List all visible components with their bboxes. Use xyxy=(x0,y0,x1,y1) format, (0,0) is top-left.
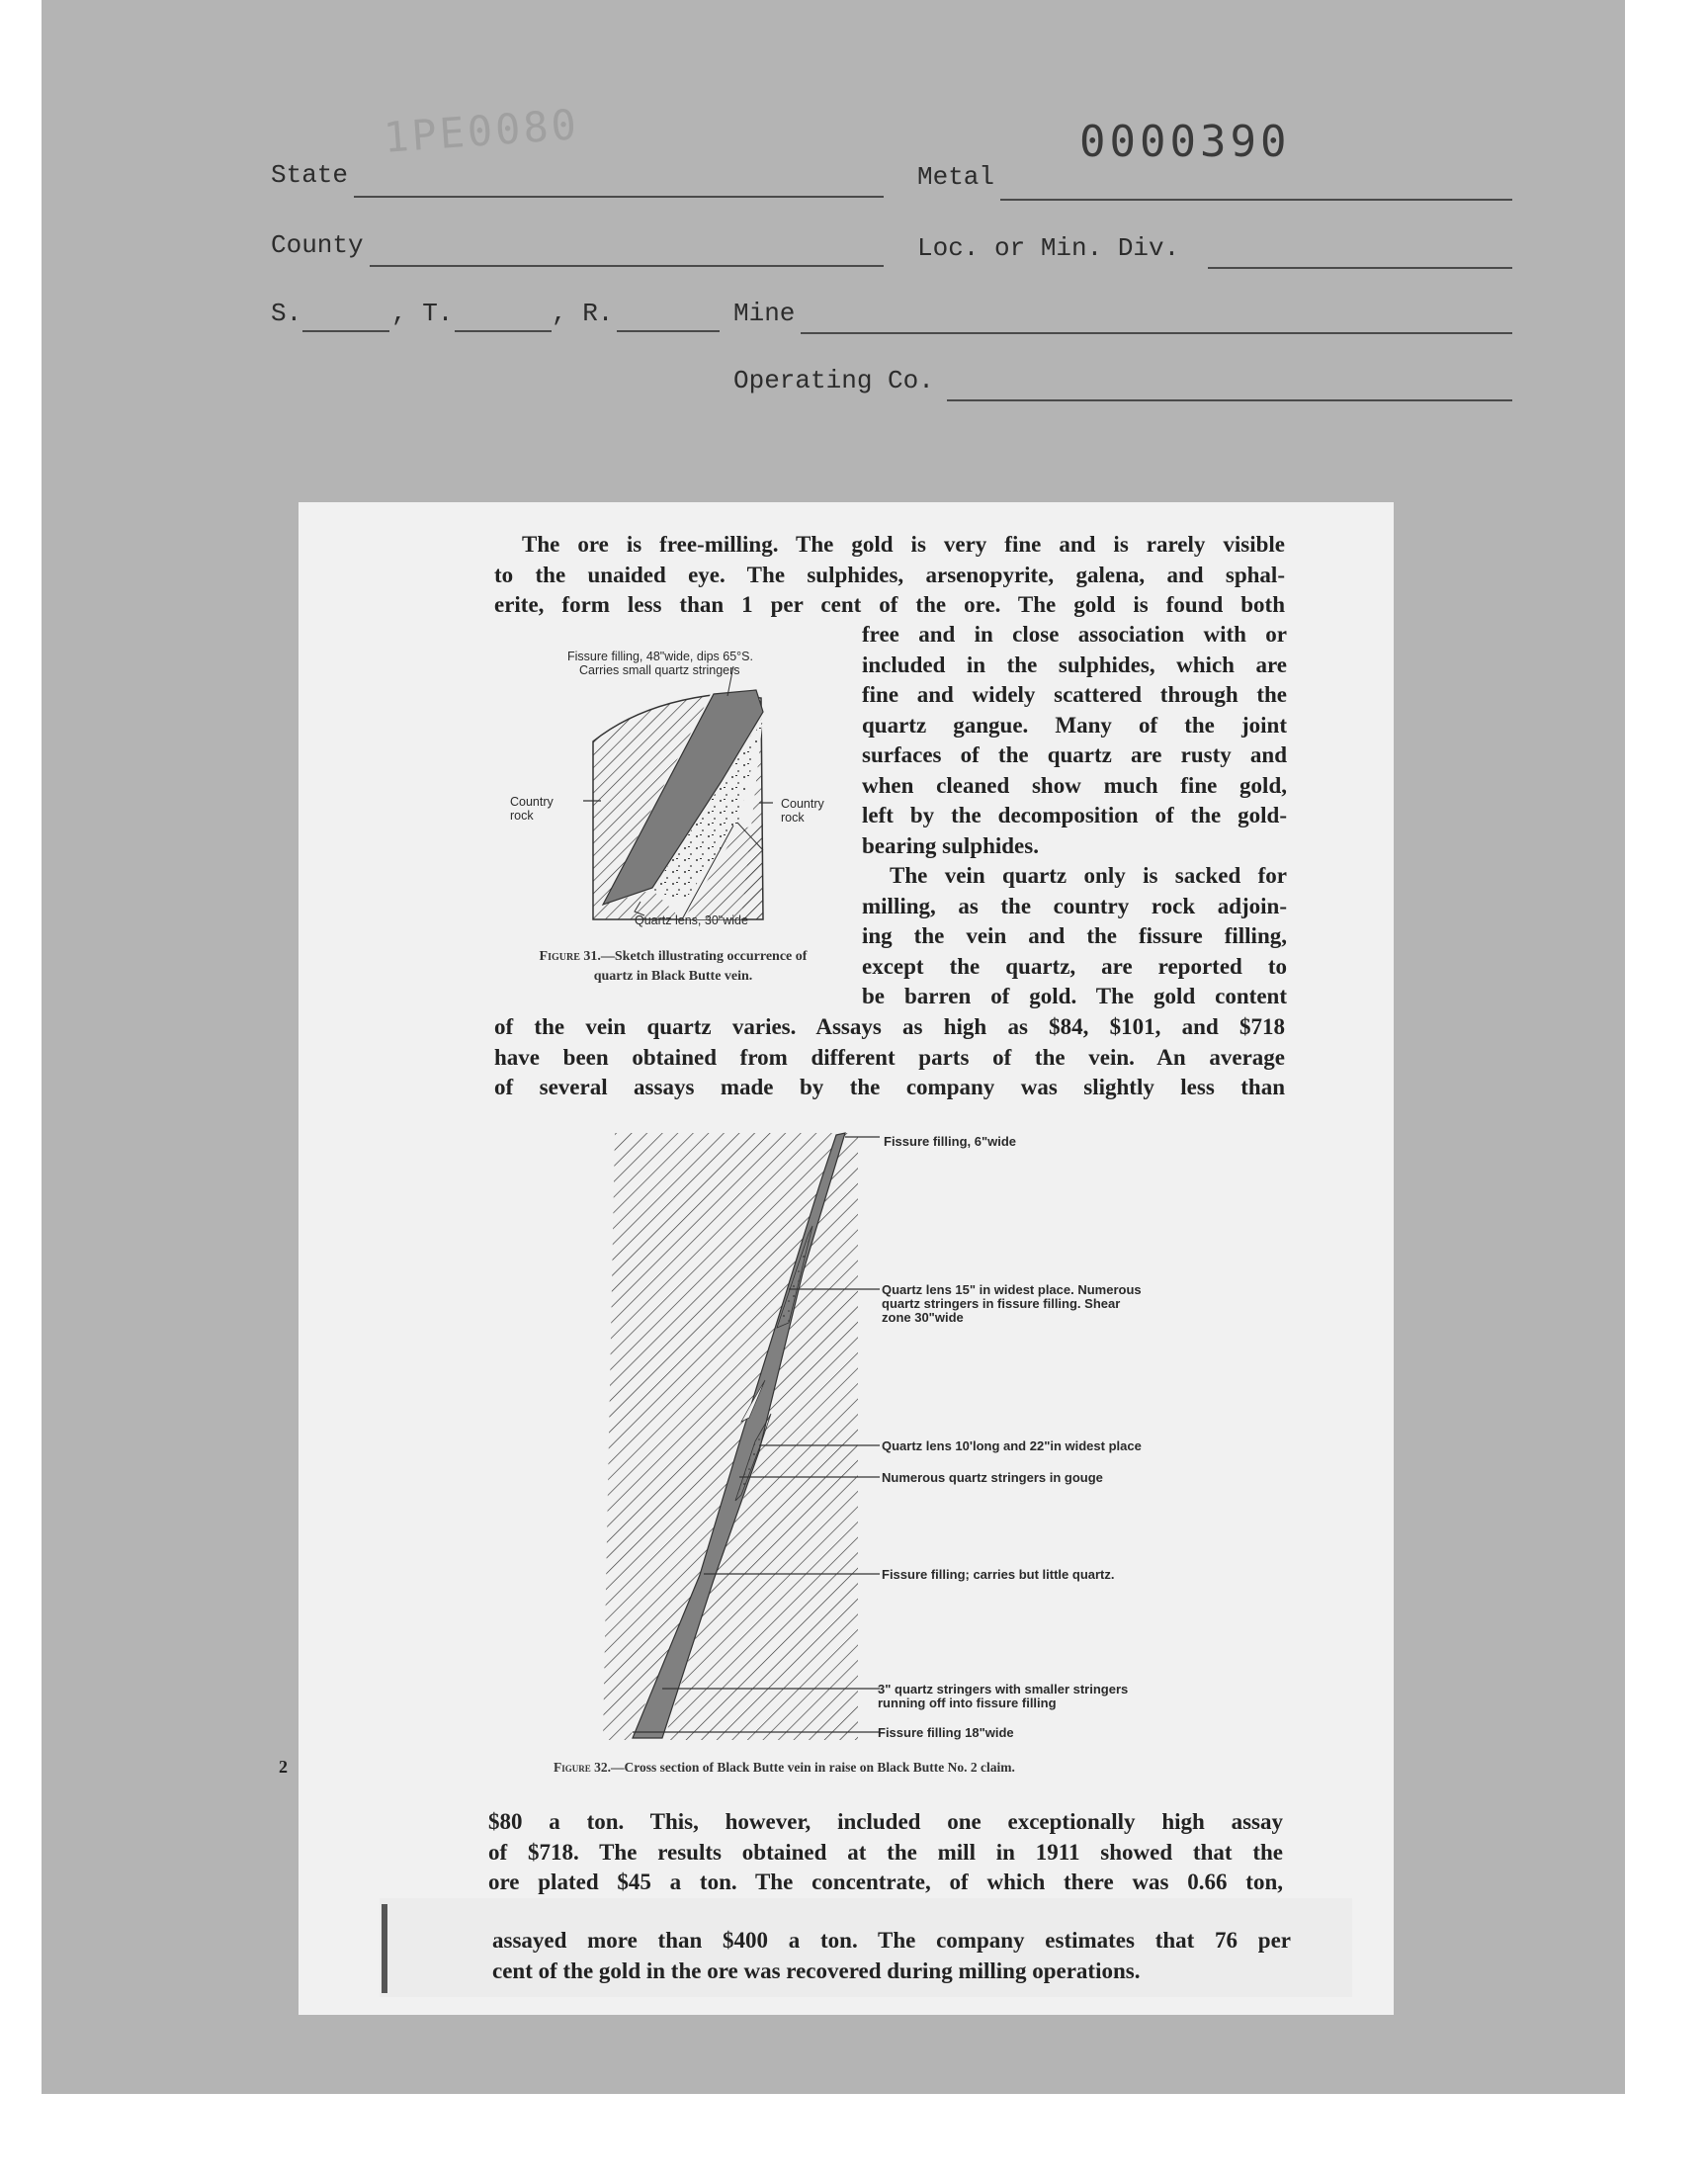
fig31-left-label: Country rock xyxy=(510,795,554,823)
text-line: milling, as the country rock adjoin- xyxy=(862,893,1287,918)
section-label: S. xyxy=(271,299,302,328)
margin-mark: 2 xyxy=(279,1757,288,1777)
mine-field[interactable] xyxy=(801,332,1512,334)
figure-31-sketch xyxy=(504,643,850,939)
paragraph-top xyxy=(494,530,1285,621)
township-label: , T. xyxy=(391,299,454,328)
document-number: 0000390 xyxy=(1079,117,1291,167)
paragraph-continued xyxy=(494,1012,1285,1103)
fig31-caption-prefix: Figure 31. xyxy=(539,949,601,964)
text-line: cent of the gold in the ore was recovered during milling operations. xyxy=(492,1958,1141,1983)
mine-label: Mine xyxy=(733,299,796,328)
text-line: bearing sulphides. xyxy=(862,832,1039,858)
paragraph-right xyxy=(862,620,1287,1012)
operating-co-field[interactable] xyxy=(947,399,1512,401)
text-line: to the unaided eye. The sulphides, arsenopyrite, galena, and sphal- xyxy=(494,562,1285,587)
county-label: County xyxy=(271,230,364,260)
text-line: $80 a ton. This, however, included one exceptionally high assay xyxy=(488,1809,1283,1834)
fig31-right-label: Country rock xyxy=(781,797,824,825)
range-field[interactable] xyxy=(617,330,720,332)
fig32-label: Numerous quartz stringers in gouge xyxy=(882,1470,1103,1485)
fig31-top-label: Fissure filling, 48"wide, dips 65°S. xyxy=(567,650,753,663)
text-line: included in the sulphides, which are xyxy=(862,652,1287,677)
metal-label: Metal xyxy=(917,162,995,192)
figure-32-cross-section xyxy=(593,1125,899,1748)
margin-bar xyxy=(382,1904,387,1993)
paragraph-after-figure xyxy=(488,1807,1283,1898)
fig32-label: quartz stringers in fissure filling. Shear xyxy=(882,1296,1121,1311)
text-line: assayed more than $400 a ton. The company estimates that 76 per xyxy=(492,1928,1291,1953)
county-field[interactable] xyxy=(370,265,884,267)
metal-field[interactable] xyxy=(1000,199,1512,201)
fig32-label: Fissure filling 18"wide xyxy=(878,1725,1014,1740)
fig31-top-label: Carries small quartz stringers xyxy=(579,663,740,677)
text-line: fine and widely scattered through the xyxy=(862,682,1287,707)
text-line: have been obtained from different parts of the vein. An average xyxy=(494,1044,1285,1070)
text-line: erite, form less than 1 per cent of the ore. The gold is found both xyxy=(494,592,1285,617)
fig32-label: Quartz lens 15" in widest place. Numerous xyxy=(882,1282,1142,1297)
text-line: The ore is free-milling. The gold is very fine and is rarely visible xyxy=(522,532,1285,557)
text-line: of the vein quartz varies. Assays as high as $84, $101, and $718 xyxy=(494,1014,1285,1039)
text-line: left by the decomposition of the gold- xyxy=(862,803,1287,827)
operating-co-label: Operating Co. xyxy=(733,366,934,395)
fig31-caption xyxy=(490,947,856,987)
loc-field[interactable] xyxy=(1208,267,1512,269)
fig31-bottom-label: Quartz lens, 30"wide xyxy=(635,914,748,927)
text-line: of several assays made by the company was slightly less than xyxy=(494,1075,1285,1099)
range-label: , R. xyxy=(552,299,614,328)
text-line: be barren of gold. The gold content xyxy=(862,984,1287,1008)
text-line: except the quartz, are reported to xyxy=(862,953,1287,979)
fig32-label: 3" quartz stringers with smaller stringers xyxy=(878,1682,1129,1696)
fig31-caption-text: quartz in Black Butte vein. xyxy=(593,969,753,984)
fig32-label: Fissure filling; carries but little quartz. xyxy=(882,1567,1115,1582)
fig32-caption-text: —Cross section of Black Butte vein in raise on Black Butte No. 2 claim. xyxy=(611,1760,1015,1775)
faded-stamp: 1PE0080 xyxy=(382,100,581,162)
fig32-label: running off into fissure filling xyxy=(878,1696,1057,1710)
fig32-caption xyxy=(554,1760,1206,1776)
text-line: when cleaned show much fine gold, xyxy=(862,772,1287,798)
text-line: The vein quartz only is sacked for xyxy=(890,863,1287,888)
township-field[interactable] xyxy=(455,330,552,332)
state-label: State xyxy=(271,160,349,190)
state-field[interactable] xyxy=(354,196,884,198)
paragraph-bottom xyxy=(492,1926,1291,1986)
text-line: free and in close association with or xyxy=(862,622,1287,647)
text-line: of $718. The results obtained at the mill in 1911 showed that the xyxy=(488,1839,1283,1865)
text-line: surfaces of the quartz are rusty and xyxy=(862,742,1287,767)
fig32-caption-prefix: Figure 32. xyxy=(554,1760,612,1775)
text-line: ore plated $45 a ton. The concentrate, of which there was 0.66 ton, xyxy=(488,1870,1283,1894)
fig32-label: zone 30"wide xyxy=(882,1310,964,1325)
text-line: quartz gangue. Many of the joint xyxy=(862,712,1287,738)
fig31-caption-text: —Sketch illustrating occurrence of xyxy=(600,949,808,964)
text-line: ing the vein and the fissure filling, xyxy=(862,923,1287,948)
loc-label: Loc. or Min. Div. xyxy=(917,233,1180,263)
fig32-label: Fissure filling, 6"wide xyxy=(884,1134,1017,1149)
section-field[interactable] xyxy=(302,330,389,332)
fig32-label: Quartz lens 10'long and 22"in widest place xyxy=(882,1438,1142,1453)
